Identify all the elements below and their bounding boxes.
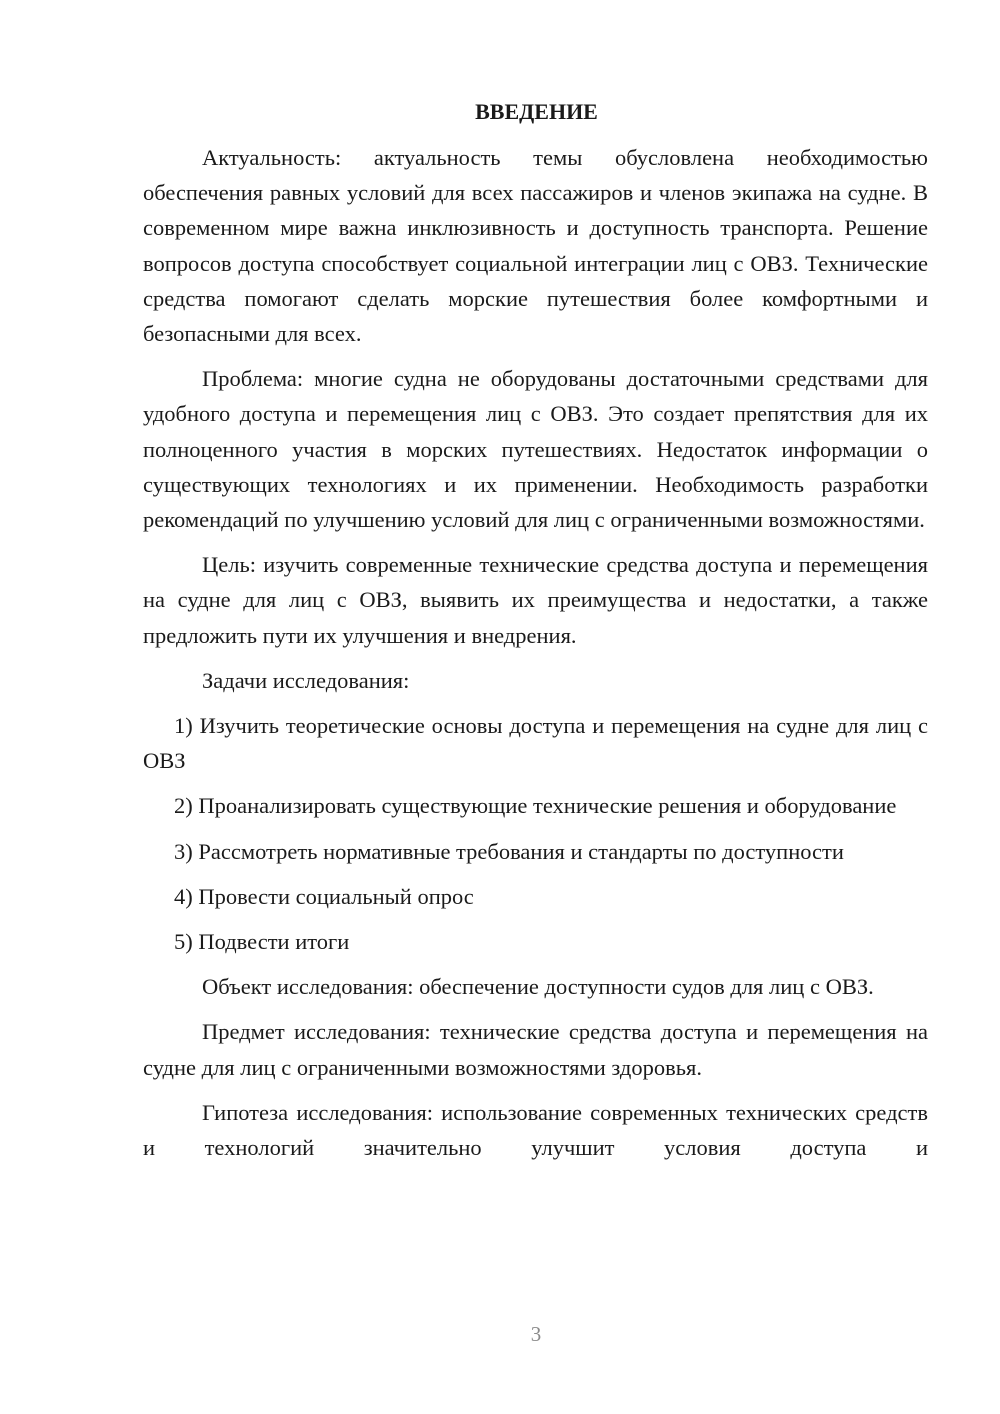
task-item-3: 3) Рассмотреть нормативные требования и стандарты по доступности: [174, 838, 844, 864]
task-item-2: 2) Проанализировать существующие технические решения и оборудование: [174, 793, 897, 819]
tasks-heading: Задачи исследования:: [202, 667, 410, 693]
subject-paragraph: Предмет исследования: технические средства доступа и перемещения на судне для лиц с ограниченными возможностями здоровья.: [143, 1019, 928, 1080]
goal-paragraph: Цель: изучить современные технические средства доступа и перемещения на судне для лиц с ОВЗ, выявить их преимущества и недостатки, а также предложить пути их улучшения и внедрения.: [143, 552, 928, 648]
task-item-1: 1) Изучить теоретические основы доступа и перемещения на судне для лиц с ОВЗ: [143, 713, 928, 774]
document-body: [143, 94, 928, 1175]
page-number: 3: [530, 1322, 542, 1346]
relevance-paragraph: Актуальность: актуальность темы обусловлена необходимостью обеспечения равных условий для всех пассажиров и членов экипажа на судне. В современном мире важна инклюзивность и доступность транспорта. Решение вопросов доступа способствует социальной интеграции лиц с ОВЗ. Технические средства помогают сделать морские путешествия более комфортными и безопасными для всех.: [143, 145, 928, 347]
task-item-4: 4) Провести социальный опрос: [174, 883, 474, 909]
task-item-5: 5) Подвести итоги: [174, 929, 350, 955]
object-paragraph: Объект исследования: обеспечение доступности судов для лиц с ОВЗ.: [202, 974, 874, 1000]
hypothesis-paragraph: Гипотеза исследования: использование современных технических средств и технологий значительно улучшит условия доступа и: [143, 1099, 928, 1161]
section-title: ВВЕДЕНИЕ: [475, 99, 598, 124]
problem-paragraph: Проблема: многие судна не оборудованы достаточными средствами для удобного доступа и перемещения лиц с ОВЗ. Это создает препятствия для их полноценного участия в морских путешествиях. Недостаток информации о существующих технологиях и их применении. Необходимость разработки рекомендаций по улучшению условий для лиц с ограниченными возможностями.: [143, 366, 928, 533]
